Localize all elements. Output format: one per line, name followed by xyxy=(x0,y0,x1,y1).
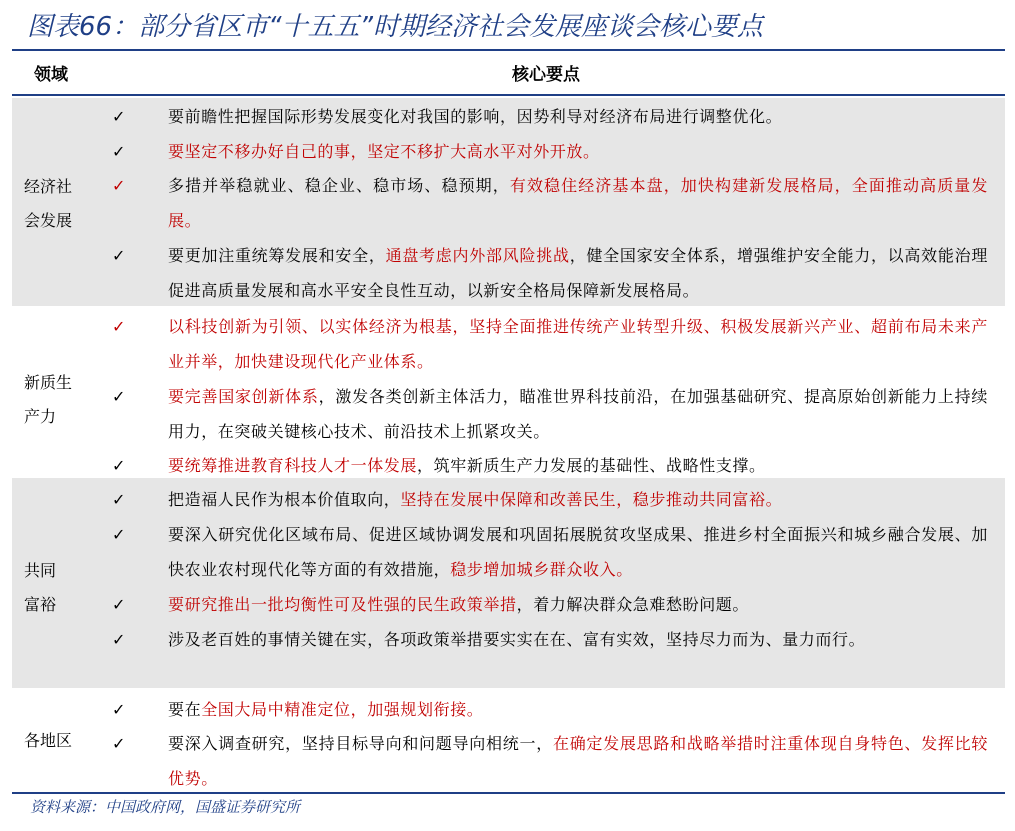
checkmark-icon: ✓ xyxy=(112,107,126,126)
checkmark-icon: ✓ xyxy=(112,595,126,614)
checkmark-icon: ✓ xyxy=(112,525,126,544)
plain-text: ，着力解决群众急难愁盼问题。 xyxy=(516,595,750,614)
highlighted-text: 要完善国家创新体系 xyxy=(168,387,319,406)
table-header xyxy=(12,57,1005,93)
table-section xyxy=(12,688,1005,792)
point-text xyxy=(168,239,988,308)
highlighted-text: 在确定发展思路和战略举措时注重体现自身特色、发挥比较优势。 xyxy=(168,734,988,788)
checkmark-icon: ✓ xyxy=(112,387,126,406)
checkmark-icon: ✓ xyxy=(112,246,126,265)
checkmark-icon: ✓ xyxy=(112,176,126,195)
point-text xyxy=(168,310,988,379)
point-text xyxy=(168,623,988,658)
highlighted-text: 全国大局中精准定位，加强规划衔接。 xyxy=(201,700,484,719)
plain-text: ，激发各类创新主体活力，瞄准世界科技前沿，在加强基础研究、提高原始创新能力上持续用力，在突破关键核心技术、前沿技术上抓紧攻关。 xyxy=(168,387,988,441)
section-label xyxy=(24,366,88,434)
table-section xyxy=(12,478,1005,688)
section-label xyxy=(24,724,88,758)
point-text xyxy=(168,380,988,449)
plain-text: 要在 xyxy=(168,700,202,719)
highlighted-text: 通盘考虑内外部风险挑战 xyxy=(385,246,570,265)
plain-text: 要更加注重统筹发展和安全， xyxy=(168,246,386,265)
highlighted-text: 坚持在发展中保障和改善民生，稳步推动共同富裕。 xyxy=(400,490,783,509)
checkmark-icon: ✓ xyxy=(112,490,126,509)
plain-text: 多措并举稳就业、稳企业、稳市场、稳预期， xyxy=(168,176,510,195)
checkmark-icon: ✓ xyxy=(112,456,126,475)
checkmark-icon: ✓ xyxy=(112,700,126,719)
point-text xyxy=(168,588,988,623)
checkmark-icon: ✓ xyxy=(112,317,126,336)
plain-text: 把造福人民作为根本价值取向， xyxy=(168,490,401,509)
section-label-line: 各地区 xyxy=(24,731,73,750)
point-text xyxy=(168,518,988,587)
plain-text: 要深入研究优化区域布局、促进区域协调发展和巩固拓展脱贫攻坚成果、推进乡村全面振兴和城乡融合发展、加快农业农村现代化等方面的有效措施， xyxy=(168,525,988,579)
checkmark-icon: ✓ xyxy=(112,734,126,753)
plain-text: 涉及老百姓的事情关键在实，各项政策举措要实实在在、富有实效，坚持尽力而为、量力而行。 xyxy=(168,630,866,649)
plain-text: ，健全国家安全体系，增强维护安全能力，以高效能治理促进高质量发展和高水平安全良性互动，以新安全格局保障新发展格局。 xyxy=(168,246,988,300)
table-section xyxy=(12,98,1005,306)
section-label-line: 共同 xyxy=(24,561,57,580)
header-divider xyxy=(12,94,1005,96)
highlighted-text: 以科技创新为引领、以实体经济为根基，坚持全面推进传统产业转型升级、积极发展新兴产业、超前布局未来产业并举，加快建设现代化产业体系。 xyxy=(168,317,988,371)
plain-text: 要前瞻性把握国际形势发展变化对我国的影响，因势利导对经济布局进行调整优化。 xyxy=(168,107,783,126)
figure-title: 图表66：部分省区市“十五五”时期经济社会发展座谈会核心要点 xyxy=(27,12,764,42)
highlighted-text: 有效稳住经济基本盘，加快构建新发展格局，全面推动高质量发展。 xyxy=(168,176,988,230)
section-label-line: 会发展 xyxy=(24,211,73,230)
header-field: 领域 xyxy=(34,65,68,85)
plain-text: ，筑牢新质生产力发展的基础性、战略性支撑。 xyxy=(417,456,766,475)
section-label-line: 新质生 xyxy=(24,373,73,392)
point-text xyxy=(168,483,988,518)
highlighted-text: 要统筹推进教育科技人才一体发展 xyxy=(168,456,418,475)
point-text xyxy=(168,169,988,238)
section-label-line: 富裕 xyxy=(24,595,57,614)
section-label xyxy=(24,554,88,622)
source-note: 资料来源：中国政府网，国盛证券研究所 xyxy=(30,798,301,816)
title-divider xyxy=(12,49,1005,51)
section-label-line: 经济社 xyxy=(24,177,73,196)
point-text xyxy=(168,727,988,796)
point-text xyxy=(168,693,988,728)
section-label xyxy=(24,170,88,238)
point-text xyxy=(168,135,988,170)
table-bottom-divider xyxy=(12,792,1005,794)
table-section xyxy=(12,306,1005,478)
checkmark-icon: ✓ xyxy=(112,630,126,649)
section-label-line: 产力 xyxy=(24,407,57,426)
highlighted-text: 稳步增加城乡群众收入。 xyxy=(450,559,633,579)
plain-text: 要深入调查研究，坚持目标导向和问题导向相统一， xyxy=(168,734,553,753)
highlighted-text: 要研究推出一批均衡性可及性强的民生政策举措 xyxy=(168,595,517,614)
highlighted-text: 要坚定不移办好自己的事，坚定不移扩大高水平对外开放。 xyxy=(168,142,600,161)
checkmark-icon: ✓ xyxy=(112,142,126,161)
header-points: 核心要点 xyxy=(512,65,580,85)
point-text xyxy=(168,100,988,135)
